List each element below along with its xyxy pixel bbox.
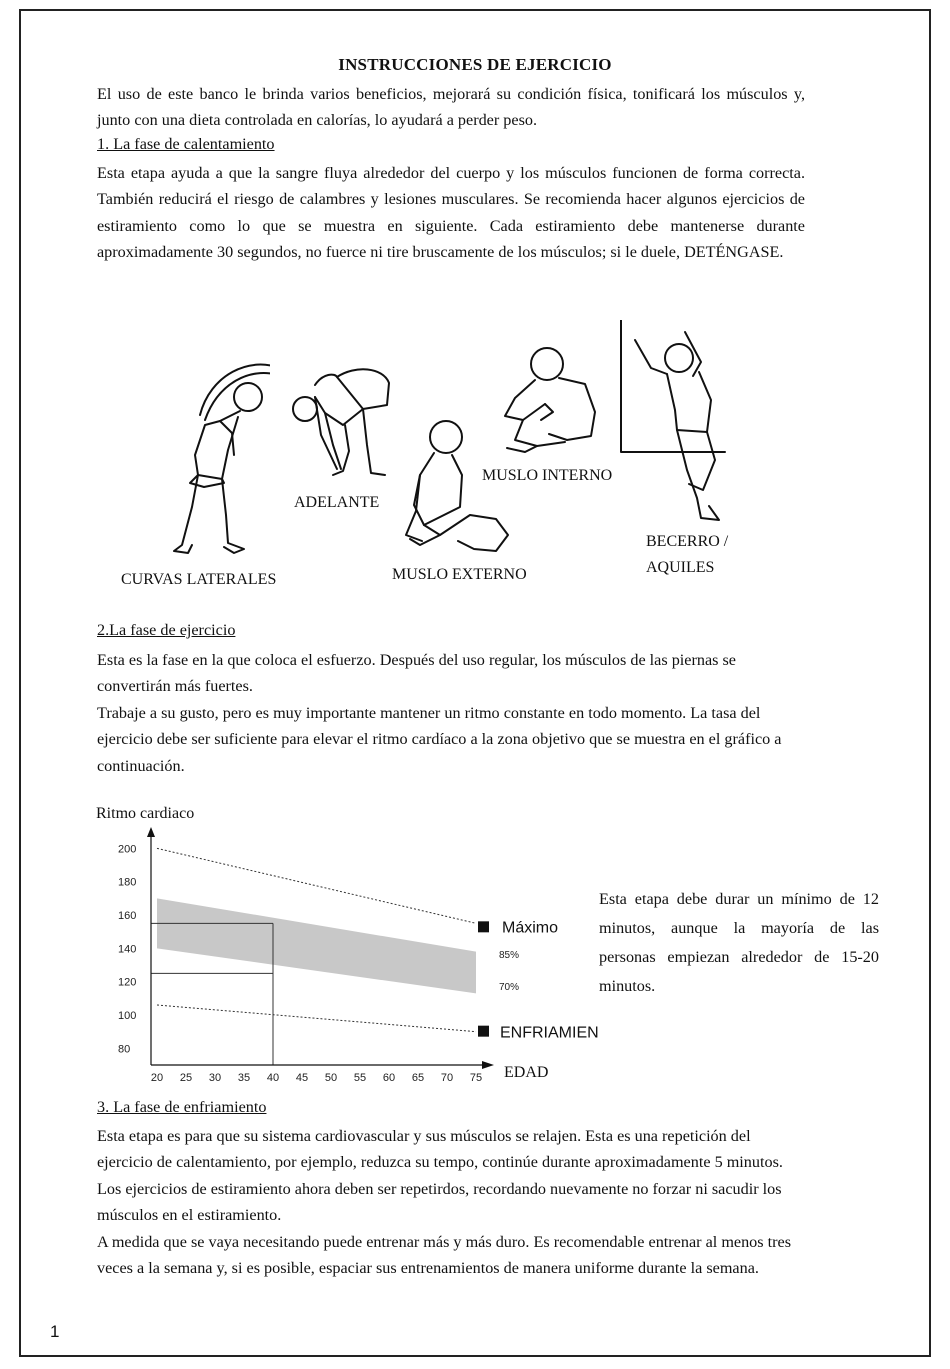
x-tick-label: 50: [324, 1072, 338, 1084]
label-outer-thigh: MUSLO EXTERNO: [392, 566, 527, 583]
target-zone-band: [157, 898, 476, 993]
label-inner-thigh: MUSLO INTERNO: [482, 467, 613, 484]
section2-text2: Trabaje a su gusto, pero es muy importante mantener un ritmo constante en todo momento. La tasa del ejercicio debe ser suficiente para elevar el ritmo cardíaco a la zona objetivo que se muestra en el gráfico a continuación.: [97, 704, 782, 775]
section3-heading: 3. La fase de enfriamiento: [97, 1098, 267, 1116]
x-tick-label: 65: [411, 1072, 425, 1084]
chart-xlabel: EDAD: [504, 1064, 549, 1081]
x-axis-arrow: [482, 1061, 494, 1069]
y-tick-label: 200: [118, 843, 137, 856]
x-tick-label: 45: [295, 1072, 309, 1084]
label-calf-line1: BECERRO /: [646, 533, 729, 550]
legend-label-maximo: Máximo: [502, 919, 559, 937]
band-label-85: 85%: [499, 950, 520, 961]
legend-marker-enfriamien: [478, 1026, 489, 1037]
label-calf-line2: AQUILES: [646, 559, 715, 576]
y-tick-label: 160: [118, 910, 137, 922]
y-tick-label: 80: [118, 1043, 131, 1056]
section3-text2: A medida que se vaya necesitando puede entrenar más y más duro. Es recomendable entrenar al menos tres veces a la semana y, si es posible, espaciar sus entrenamientos de manera uniforme durante la semana.: [97, 1233, 791, 1278]
chart-ylabel: Ritmo cardiaco: [96, 805, 195, 822]
x-tick-label: 55: [353, 1072, 367, 1084]
page-title: INSTRUCCIONES DE EJERCICIO: [338, 55, 612, 74]
x-tick-label: 20: [150, 1072, 164, 1084]
section1-heading: 1. La fase de calentamiento: [97, 135, 275, 153]
chart-note: Esta etapa debe durar un mínimo de 12 minutos, aunque la mayoría de las personas empiezan alrededor de 15-20 minutos.: [599, 890, 879, 995]
intro-paragraph: El uso de este banco le brinda varios beneficios, mejorará su condición física, tonificará los músculos y, junto con una dieta controlada en calorías, lo ayudará a perder peso.: [97, 85, 805, 130]
band-label-70: 70%: [499, 982, 520, 993]
x-tick-label: 70: [440, 1072, 454, 1084]
label-side-bends: CURVAS LATERALES: [121, 571, 277, 588]
x-tick-label: 25: [179, 1072, 193, 1084]
section1-text: Esta etapa ayuda a que la sangre fluya alrededor del cuerpo y los músculos funcionen de forma correcta. También reducirá el riesgo de calambres y lesiones musculares. Se recomienda hacer algunos ejercicios de estiramiento como lo que se muestra en siguiente. Cada estiramiento debe mantenerse durante aproximadamente 30 segundos, no fuerce ni tire bruscamente de los músculos; si le duele, DETÉNGASE.: [97, 164, 805, 262]
legend-label-enfriamien: ENFRIAMIEN: [500, 1024, 599, 1042]
y-tick-label: 180: [118, 876, 137, 889]
series-line-enfriamien: [157, 1005, 476, 1032]
section2-text1: Esta es la fase en la que coloca el esfuerzo. Después del uso regular, los músculos de las piernas se convertirán más fuertes.: [97, 651, 736, 696]
x-tick-label: 40: [266, 1072, 280, 1084]
y-axis-arrow: [147, 827, 155, 837]
heart-rate-chart: [90, 825, 600, 1090]
legend-marker-maximo: [478, 921, 489, 932]
label-forward: ADELANTE: [294, 494, 380, 511]
x-tick-label: 75: [469, 1072, 483, 1084]
forward-bend-figure: [285, 365, 400, 480]
x-tick-label: 60: [382, 1072, 396, 1084]
page-number: 1: [50, 1322, 60, 1341]
x-tick-label: 30: [208, 1072, 222, 1084]
y-tick-label: 100: [118, 1010, 137, 1022]
inner-thigh-figure: [495, 340, 605, 460]
section3-text1: Esta etapa es para que su sistema cardiovascular y sus músculos se relajen. Esta es una repetición del ejercicio de calentamiento, por ejemplo, reduzca su tempo, continúe durante aproximadamente 5 minutos. Los ejercicios de estiramiento ahora deben ser repetirdos, recordando nuevamente no forzar ni sacudir los músculos en el estiramiento.: [97, 1127, 783, 1225]
side-bend-figure: [160, 355, 270, 565]
y-tick-label: 140: [118, 943, 137, 956]
calf-stretch-figure: [615, 320, 730, 525]
y-tick-label: 120: [118, 976, 137, 989]
x-tick-label: 35: [237, 1072, 251, 1084]
section2-heading: 2.La fase de ejercicio: [97, 621, 236, 639]
